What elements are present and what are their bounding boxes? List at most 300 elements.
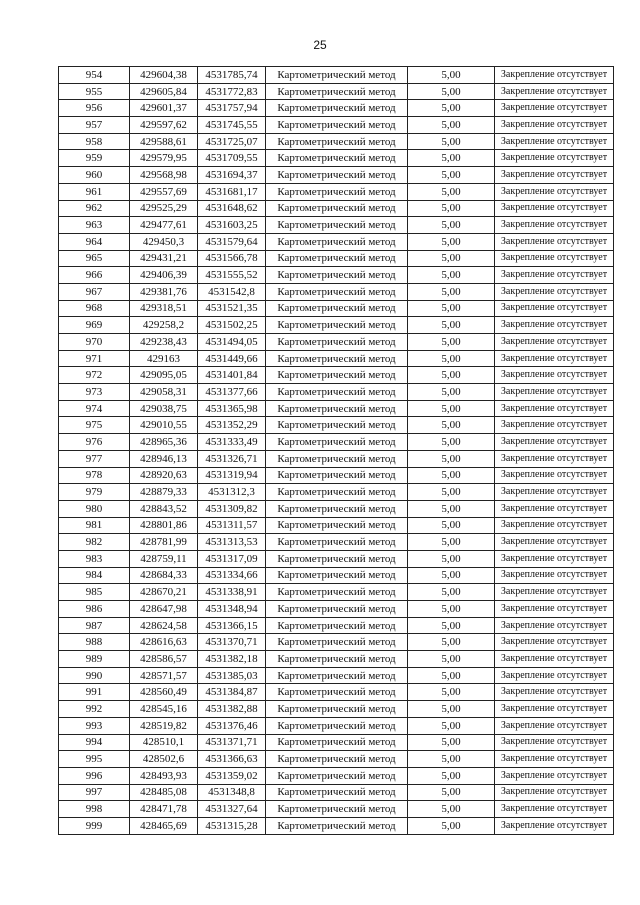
marking-note-cell: Закрепление отсутствует [495,467,614,484]
x-coordinate-cell: 429406,39 [130,267,198,284]
marking-note-cell: Закрепление отсутствует [495,617,614,634]
point-number-cell: 986 [59,601,130,618]
marking-note-cell: Закрепление отсутствует [495,500,614,517]
method-cell: Картометрический метод [266,767,408,784]
accuracy-cell: 5,00 [408,751,495,768]
point-number-cell: 977 [59,450,130,467]
method-cell: Картометрический метод [266,300,408,317]
x-coordinate-cell: 428616,63 [130,634,198,651]
y-coordinate-cell: 4531348,94 [198,601,266,618]
point-number-cell: 963 [59,217,130,234]
point-number-cell: 966 [59,267,130,284]
accuracy-cell: 5,00 [408,484,495,501]
method-cell: Картометрический метод [266,233,408,250]
y-coordinate-cell: 4531365,98 [198,400,266,417]
x-coordinate-cell: 428801,86 [130,517,198,534]
point-number-cell: 959 [59,150,130,167]
point-number-cell: 996 [59,767,130,784]
method-cell: Картометрический метод [266,601,408,618]
y-coordinate-cell: 4531725,07 [198,133,266,150]
y-coordinate-cell: 4531315,28 [198,817,266,834]
point-number-cell: 989 [59,651,130,668]
accuracy-cell: 5,00 [408,701,495,718]
method-cell: Картометрический метод [266,651,408,668]
marking-note-cell: Закрепление отсутствует [495,250,614,267]
table-row [59,767,614,784]
accuracy-cell: 5,00 [408,233,495,250]
method-cell: Картометрический метод [266,634,408,651]
marking-note-cell: Закрепление отсутствует [495,517,614,534]
x-coordinate-cell: 428647,98 [130,601,198,618]
y-coordinate-cell: 4531566,78 [198,250,266,267]
marking-note-cell: Закрепление отсутствует [495,550,614,567]
marking-note-cell: Закрепление отсутствует [495,150,614,167]
point-number-cell: 994 [59,734,130,751]
marking-note-cell: Закрепление отсутствует [495,350,614,367]
accuracy-cell: 5,00 [408,300,495,317]
x-coordinate-cell: 428920,63 [130,467,198,484]
accuracy-cell: 5,00 [408,567,495,584]
x-coordinate-cell: 429163 [130,350,198,367]
accuracy-cell: 5,00 [408,717,495,734]
x-coordinate-cell: 428471,78 [130,801,198,818]
marking-note-cell: Закрепление отсутствует [495,133,614,150]
accuracy-cell: 5,00 [408,350,495,367]
marking-note-cell: Закрепление отсутствует [495,384,614,401]
method-cell: Картометрический метод [266,450,408,467]
point-number-cell: 998 [59,801,130,818]
x-coordinate-cell: 428502,6 [130,751,198,768]
table-row [59,567,614,584]
x-coordinate-cell: 429381,76 [130,283,198,300]
table-row [59,634,614,651]
marking-note-cell: Закрепление отсутствует [495,200,614,217]
table-row [59,517,614,534]
x-coordinate-cell: 428670,21 [130,584,198,601]
y-coordinate-cell: 4531312,3 [198,484,266,501]
method-cell: Картометрический метод [266,117,408,134]
table-row [59,450,614,467]
method-cell: Картометрический метод [266,317,408,334]
marking-note-cell: Закрепление отсутствует [495,217,614,234]
x-coordinate-cell: 429010,55 [130,417,198,434]
y-coordinate-cell: 4531555,52 [198,267,266,284]
table-row [59,684,614,701]
marking-note-cell: Закрепление отсутствует [495,651,614,668]
point-number-cell: 974 [59,400,130,417]
method-cell: Картометрический метод [266,467,408,484]
point-number-cell: 993 [59,717,130,734]
accuracy-cell: 5,00 [408,684,495,701]
method-cell: Картометрический метод [266,717,408,734]
method-cell: Картометрический метод [266,150,408,167]
table-row [59,734,614,751]
accuracy-cell: 5,00 [408,550,495,567]
marking-note-cell: Закрепление отсутствует [495,701,614,718]
point-number-cell: 984 [59,567,130,584]
point-number-cell: 969 [59,317,130,334]
x-coordinate-cell: 428586,57 [130,651,198,668]
accuracy-cell: 5,00 [408,734,495,751]
table-row [59,400,614,417]
marking-note-cell: Закрепление отсутствует [495,267,614,284]
y-coordinate-cell: 4531366,63 [198,751,266,768]
x-coordinate-cell: 429431,21 [130,250,198,267]
marking-note-cell: Закрепление отсутствует [495,167,614,184]
table-row [59,651,614,668]
accuracy-cell: 5,00 [408,434,495,451]
method-cell: Картометрический метод [266,534,408,551]
point-number-cell: 985 [59,584,130,601]
accuracy-cell: 5,00 [408,500,495,517]
table-row [59,233,614,250]
marking-note-cell: Закрепление отсутствует [495,534,614,551]
y-coordinate-cell: 4531377,66 [198,384,266,401]
y-coordinate-cell: 4531317,09 [198,550,266,567]
method-cell: Картометрический метод [266,334,408,351]
table-row [59,67,614,84]
x-coordinate-cell: 429588,61 [130,133,198,150]
y-coordinate-cell: 4531542,8 [198,283,266,300]
marking-note-cell: Закрепление отсутствует [495,400,614,417]
accuracy-cell: 5,00 [408,334,495,351]
table-row [59,417,614,434]
marking-note-cell: Закрепление отсутствует [495,484,614,501]
x-coordinate-cell: 428759,11 [130,550,198,567]
table-row [59,434,614,451]
method-cell: Картометрический метод [266,183,408,200]
x-coordinate-cell: 428624,58 [130,617,198,634]
x-coordinate-cell: 428485,08 [130,784,198,801]
x-coordinate-cell: 428879,33 [130,484,198,501]
y-coordinate-cell: 4531757,94 [198,100,266,117]
x-coordinate-cell: 428781,99 [130,534,198,551]
marking-note-cell: Закрепление отсутствует [495,300,614,317]
method-cell: Картометрический метод [266,384,408,401]
y-coordinate-cell: 4531327,64 [198,801,266,818]
point-number-cell: 968 [59,300,130,317]
point-number-cell: 980 [59,500,130,517]
y-coordinate-cell: 4531326,71 [198,450,266,467]
accuracy-cell: 5,00 [408,400,495,417]
y-coordinate-cell: 4531334,66 [198,567,266,584]
y-coordinate-cell: 4531311,57 [198,517,266,534]
marking-note-cell: Закрепление отсутствует [495,367,614,384]
table-row [59,100,614,117]
accuracy-cell: 5,00 [408,83,495,100]
point-number-cell: 973 [59,384,130,401]
table-row [59,334,614,351]
y-coordinate-cell: 4531309,82 [198,500,266,517]
method-cell: Картометрический метод [266,751,408,768]
method-cell: Картометрический метод [266,517,408,534]
x-coordinate-cell: 429525,29 [130,200,198,217]
point-number-cell: 960 [59,167,130,184]
accuracy-cell: 5,00 [408,417,495,434]
method-cell: Картометрический метод [266,217,408,234]
y-coordinate-cell: 4531376,46 [198,717,266,734]
table-row [59,817,614,834]
table-row [59,350,614,367]
table-row [59,701,614,718]
method-cell: Картометрический метод [266,350,408,367]
accuracy-cell: 5,00 [408,267,495,284]
method-cell: Картометрический метод [266,684,408,701]
y-coordinate-cell: 4531370,71 [198,634,266,651]
point-number-cell: 972 [59,367,130,384]
x-coordinate-cell: 429238,43 [130,334,198,351]
accuracy-cell: 5,00 [408,167,495,184]
y-coordinate-cell: 4531382,88 [198,701,266,718]
x-coordinate-cell: 428843,52 [130,500,198,517]
method-cell: Картометрический метод [266,434,408,451]
marking-note-cell: Закрепление отсутствует [495,751,614,768]
method-cell: Картометрический метод [266,67,408,84]
table-row [59,83,614,100]
x-coordinate-cell: 428965,36 [130,434,198,451]
y-coordinate-cell: 4531382,18 [198,651,266,668]
method-cell: Картометрический метод [266,167,408,184]
y-coordinate-cell: 4531333,49 [198,434,266,451]
x-coordinate-cell: 429597,62 [130,117,198,134]
marking-note-cell: Закрепление отсутствует [495,667,614,684]
method-cell: Картометрический метод [266,400,408,417]
table-row [59,167,614,184]
point-number-cell: 958 [59,133,130,150]
method-cell: Картометрический метод [266,417,408,434]
table-row [59,617,614,634]
accuracy-cell: 5,00 [408,601,495,618]
accuracy-cell: 5,00 [408,250,495,267]
marking-note-cell: Закрепление отсутствует [495,584,614,601]
point-number-cell: 965 [59,250,130,267]
y-coordinate-cell: 4531681,17 [198,183,266,200]
table-row [59,667,614,684]
y-coordinate-cell: 4531313,53 [198,534,266,551]
table-row [59,117,614,134]
y-coordinate-cell: 4531494,05 [198,334,266,351]
accuracy-cell: 5,00 [408,651,495,668]
accuracy-cell: 5,00 [408,784,495,801]
marking-note-cell: Закрепление отсутствует [495,283,614,300]
method-cell: Картометрический метод [266,584,408,601]
x-coordinate-cell: 428684,33 [130,567,198,584]
marking-note-cell: Закрепление отсутствует [495,317,614,334]
point-number-cell: 962 [59,200,130,217]
x-coordinate-cell: 429557,69 [130,183,198,200]
y-coordinate-cell: 4531603,25 [198,217,266,234]
method-cell: Картометрический метод [266,200,408,217]
x-coordinate-cell: 429038,75 [130,400,198,417]
method-cell: Картометрический метод [266,100,408,117]
table-row [59,200,614,217]
table-row [59,534,614,551]
table-row [59,300,614,317]
marking-note-cell: Закрепление отсутствует [495,67,614,84]
method-cell: Картометрический метод [266,567,408,584]
marking-note-cell: Закрепление отсутствует [495,183,614,200]
table-row [59,150,614,167]
y-coordinate-cell: 4531579,64 [198,233,266,250]
point-number-cell: 971 [59,350,130,367]
x-coordinate-cell: 428493,93 [130,767,198,784]
table-row [59,484,614,501]
method-cell: Картометрический метод [266,701,408,718]
marking-note-cell: Закрепление отсутствует [495,717,614,734]
accuracy-cell: 5,00 [408,450,495,467]
accuracy-cell: 5,00 [408,634,495,651]
accuracy-cell: 5,00 [408,100,495,117]
y-coordinate-cell: 4531694,37 [198,167,266,184]
accuracy-cell: 5,00 [408,183,495,200]
marking-note-cell: Закрепление отсутствует [495,100,614,117]
x-coordinate-cell: 429568,98 [130,167,198,184]
accuracy-cell: 5,00 [408,133,495,150]
method-cell: Картометрический метод [266,784,408,801]
table-row [59,384,614,401]
y-coordinate-cell: 4531772,83 [198,83,266,100]
table-body [59,67,614,835]
point-number-cell: 981 [59,517,130,534]
table-row [59,367,614,384]
x-coordinate-cell: 429604,38 [130,67,198,84]
accuracy-cell: 5,00 [408,67,495,84]
y-coordinate-cell: 4531384,87 [198,684,266,701]
x-coordinate-cell: 428510,1 [130,734,198,751]
point-number-cell: 967 [59,283,130,300]
method-cell: Картометрический метод [266,267,408,284]
method-cell: Картометрический метод [266,667,408,684]
marking-note-cell: Закрепление отсутствует [495,784,614,801]
accuracy-cell: 5,00 [408,517,495,534]
point-number-cell: 983 [59,550,130,567]
page-number: 25 [313,38,327,52]
accuracy-cell: 5,00 [408,150,495,167]
y-coordinate-cell: 4531449,66 [198,350,266,367]
accuracy-cell: 5,00 [408,584,495,601]
y-coordinate-cell: 4531785,74 [198,67,266,84]
x-coordinate-cell: 428946,13 [130,450,198,467]
table-row [59,283,614,300]
y-coordinate-cell: 4531502,25 [198,317,266,334]
y-coordinate-cell: 4531648,62 [198,200,266,217]
method-cell: Картометрический метод [266,817,408,834]
marking-note-cell: Закрепление отсутствует [495,801,614,818]
x-coordinate-cell: 429318,51 [130,300,198,317]
table-row [59,317,614,334]
accuracy-cell: 5,00 [408,217,495,234]
accuracy-cell: 5,00 [408,817,495,834]
accuracy-cell: 5,00 [408,534,495,551]
method-cell: Картометрический метод [266,83,408,100]
accuracy-cell: 5,00 [408,283,495,300]
x-coordinate-cell: 428519,82 [130,717,198,734]
y-coordinate-cell: 4531319,94 [198,467,266,484]
table-row [59,584,614,601]
x-coordinate-cell: 428560,49 [130,684,198,701]
accuracy-cell: 5,00 [408,317,495,334]
y-coordinate-cell: 4531385,03 [198,667,266,684]
point-number-cell: 964 [59,233,130,250]
y-coordinate-cell: 4531352,29 [198,417,266,434]
accuracy-cell: 5,00 [408,384,495,401]
method-cell: Картометрический метод [266,500,408,517]
marking-note-cell: Закрепление отсутствует [495,684,614,701]
y-coordinate-cell: 4531745,55 [198,117,266,134]
y-coordinate-cell: 4531348,8 [198,784,266,801]
y-coordinate-cell: 4531366,15 [198,617,266,634]
marking-note-cell: Закрепление отсутствует [495,601,614,618]
table-row [59,550,614,567]
point-number-cell: 995 [59,751,130,768]
table-row [59,217,614,234]
point-number-cell: 997 [59,784,130,801]
marking-note-cell: Закрепление отсутствует [495,334,614,351]
table-row [59,601,614,618]
table-row [59,133,614,150]
accuracy-cell: 5,00 [408,367,495,384]
point-number-cell: 982 [59,534,130,551]
point-number-cell: 978 [59,467,130,484]
table-row [59,801,614,818]
y-coordinate-cell: 4531401,84 [198,367,266,384]
method-cell: Картометрический метод [266,734,408,751]
marking-note-cell: Закрепление отсутствует [495,734,614,751]
accuracy-cell: 5,00 [408,767,495,784]
x-coordinate-cell: 429477,61 [130,217,198,234]
marking-note-cell: Закрепление отсутствует [495,417,614,434]
method-cell: Картометрический метод [266,283,408,300]
x-coordinate-cell: 428465,69 [130,817,198,834]
y-coordinate-cell: 4531338,91 [198,584,266,601]
marking-note-cell: Закрепление отсутствует [495,567,614,584]
y-coordinate-cell: 4531359,02 [198,767,266,784]
x-coordinate-cell: 428571,57 [130,667,198,684]
marking-note-cell: Закрепление отсутствует [495,434,614,451]
point-number-cell: 955 [59,83,130,100]
marking-note-cell: Закрепление отсутствует [495,450,614,467]
point-number-cell: 975 [59,417,130,434]
method-cell: Картометрический метод [266,133,408,150]
x-coordinate-cell: 429095,05 [130,367,198,384]
point-number-cell: 956 [59,100,130,117]
x-coordinate-cell: 429605,84 [130,83,198,100]
point-number-cell: 961 [59,183,130,200]
x-coordinate-cell: 429450,3 [130,233,198,250]
point-number-cell: 990 [59,667,130,684]
method-cell: Картометрический метод [266,250,408,267]
marking-note-cell: Закрепление отсутствует [495,117,614,134]
point-number-cell: 970 [59,334,130,351]
marking-note-cell: Закрепление отсутствует [495,634,614,651]
table-row [59,183,614,200]
method-cell: Картометрический метод [266,550,408,567]
y-coordinate-cell: 4531521,35 [198,300,266,317]
accuracy-cell: 5,00 [408,801,495,818]
accuracy-cell: 5,00 [408,200,495,217]
marking-note-cell: Закрепление отсутствует [495,233,614,250]
x-coordinate-cell: 428545,16 [130,701,198,718]
method-cell: Картометрический метод [266,801,408,818]
marking-note-cell: Закрепление отсутствует [495,767,614,784]
accuracy-cell: 5,00 [408,667,495,684]
point-number-cell: 991 [59,684,130,701]
accuracy-cell: 5,00 [408,617,495,634]
point-number-cell: 954 [59,67,130,84]
point-number-cell: 988 [59,634,130,651]
method-cell: Картометрический метод [266,367,408,384]
point-number-cell: 992 [59,701,130,718]
